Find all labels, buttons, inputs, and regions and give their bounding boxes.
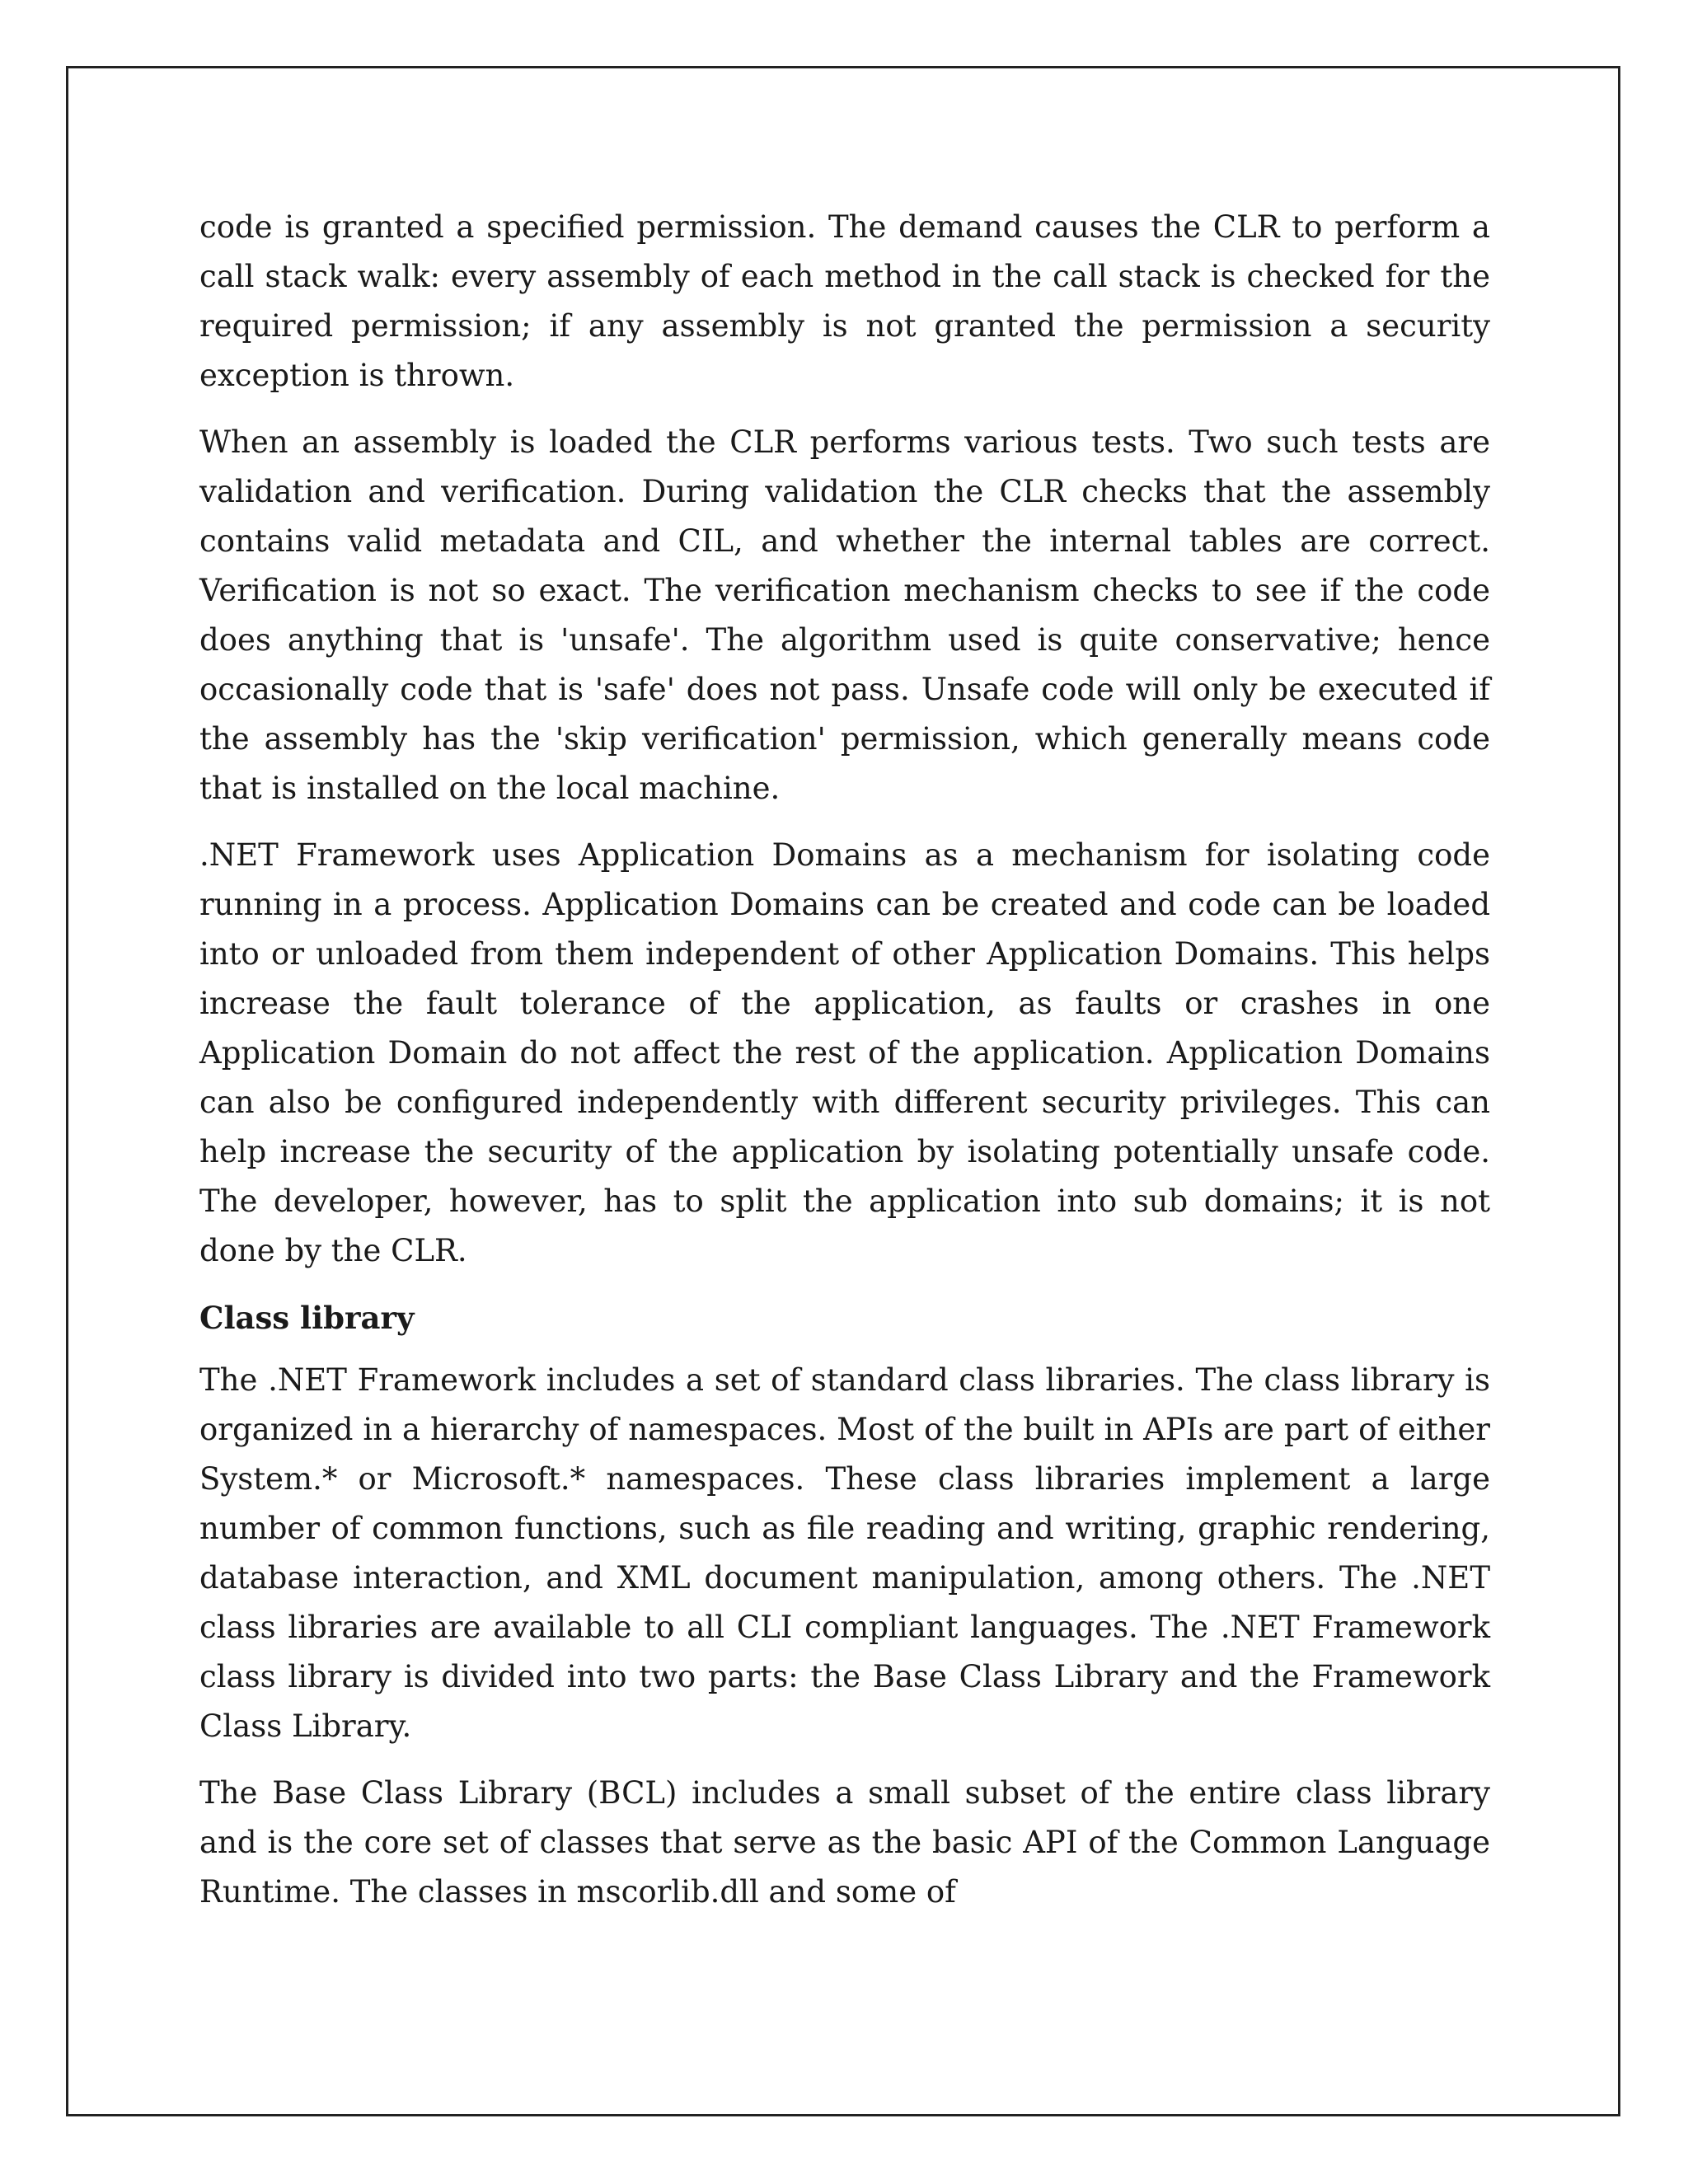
- paragraph-validation-verification: When an assembly is loaded the CLR performs various tests. Two such tests are validation and verification. During validation the CLR checks that the assembly contains valid metadata and CIL, and whether the internal tables are correct. Verification is not so exact. The verification mechanism checks to see if the code does anything that is 'unsafe'. The algorithm used is quite conservative; hence occasionally code that is 'safe' does not pass. Unsafe code will only be executed if the assembly has the 'skip verification' permission, which generally means code that is installed on the local machine.: [199, 424, 1490, 806]
- section-heading-class-library: Class library: [199, 1300, 415, 1336]
- paragraph-base-class-library: The Base Class Library (BCL) includes a small subset of the entire class library and is the core set of classes that serve as the basic API of the Common Language Runtime. The classes in mscorlib.dll and some of: [199, 1775, 1490, 1910]
- paragraph-security-demand: code is granted a specified permission. The demand causes the CLR to perform a call stack walk: every assembly of each method in the call stack is checked for the required permission; if any assembly is not granted the permission a security exception is thrown.: [199, 209, 1490, 393]
- paragraph-application-domains: .NET Framework uses Application Domains as a mechanism for isolating code running in a process. Application Domains can be created and code can be loaded into or unloaded from them independent of other Application Domains. This helps increase the fault tolerance of the application, as faults or crashes in one Application Domain do not affect the rest of the application. Application Domains can also be configured independently with different security privileges. This can help increase the security of the application by isolating potentially unsafe code. The developer, however, has to split the application into sub domains; it is not done by the CLR.: [199, 837, 1490, 1268]
- document-body: [199, 203, 1490, 1934]
- paragraph-class-library-intro: The .NET Framework includes a set of standard class libraries. The class library is organized in a hierarchy of namespaces. Most of the built in APIs are part of either System.* or Microsoft.* namespaces. These class libraries implement a large number of common functions, such as file reading and writing, graphic rendering, database interaction, and XML document manipulation, among others. The .NET class libraries are available to all CLI compliant languages. The .NET Framework class library is divided into two parts: the Base Class Library and the Framework Class Library.: [199, 1362, 1490, 1744]
